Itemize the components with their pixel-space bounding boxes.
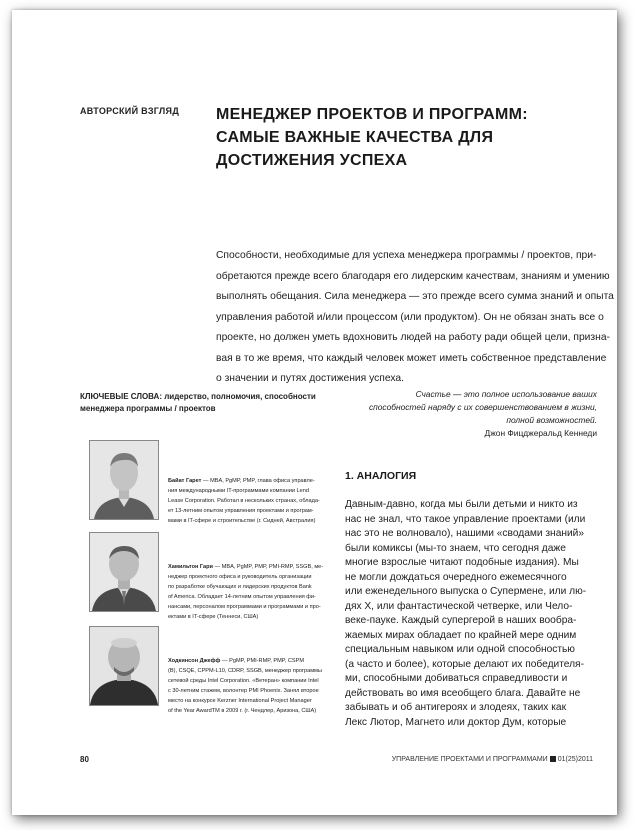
- body-line: ми, способными добиваться справедливости и: [345, 673, 568, 684]
- lead-line: вая в то же время, что каждый человек может иметь собственное представление: [216, 352, 607, 364]
- bio-text: — MBA, PgMP, PMP, PMI-RMP, SSGB, ме-: [213, 564, 324, 570]
- bio-text: — PgMP, PMI-RMP, PMP, CSPM: [220, 658, 305, 664]
- bio-text: — MBA, PgMP, PMP, глава офиса управле-: [201, 478, 315, 484]
- body-line: нас это не волновало), нашими «сводами знаний»: [345, 528, 585, 539]
- lead-line: о значении и путях достижения успеха.: [216, 373, 404, 384]
- bio-line: of the Year AwardTM в 2009 г. (г. Чендлер, Аризона, США): [168, 708, 317, 714]
- bio-line: ектами в IT-сфере (Теннеси, США): [168, 614, 259, 620]
- body-line: дях Х, или фантастической четверке, или Чело-: [345, 600, 573, 612]
- author-photo: [89, 440, 159, 520]
- bio-line: [168, 562, 338, 572]
- epigraph-line: способностей наряду с их совершенствованием в жизни,: [368, 402, 597, 412]
- title-line: МЕНЕДЖЕР ПРОЕКТОВ И ПРОГРАММ:: [216, 106, 528, 123]
- bio-line: [168, 656, 338, 666]
- body-line: не могли дождаться очередного ежемесячного: [345, 571, 567, 583]
- lead-line: выполнять обещания. Сила менеджера — это прежде всего сумма знаний и опыта: [216, 291, 614, 302]
- bio-line: (B), CSQE, CPPM-L10, CDRP, SSGB, менеджер программы: [168, 668, 322, 674]
- body-text: [345, 498, 603, 730]
- author-name: Хамильтон Гари: [168, 564, 213, 570]
- bio-line: ния международными IT-программами компании Lend: [168, 488, 309, 494]
- body-line: веке-пауке. Каждый супергерой в наших вообра-: [345, 615, 577, 626]
- title-line: ДОСТИЖЕНИЯ УСПЕХА: [216, 152, 408, 169]
- epigraph: [342, 388, 597, 440]
- bio-line: место на конкурсе Kerzner International Project Manager: [168, 698, 312, 704]
- body-line: или еженедельного выпуска о Супермене, или лю-: [345, 586, 587, 597]
- keywords: [80, 391, 330, 415]
- body-line: действовать во имя всеобщего блага. Давайте не: [345, 687, 581, 699]
- author-bio: [168, 562, 338, 622]
- article-title: [216, 103, 556, 172]
- author-photo: [89, 626, 159, 706]
- epigraph-author: Джон Фицджеральд Кеннеди: [484, 428, 597, 438]
- body-line: Лекс Лютор, Магнето или доктор Дум, которые: [345, 716, 567, 728]
- bio-line: с 30-летним стажем, волонтер PMI Phoenix. Занял второе: [168, 688, 319, 694]
- body-line: забывать и об антигероях и злодеях, таких как: [345, 702, 567, 713]
- issue-number: 01(25)2011: [557, 756, 593, 763]
- bio-line: сетевой среды Intel Corporation. «Ветеран» компании Intel: [168, 678, 319, 684]
- epigraph-line: полной возможностей.: [506, 415, 597, 425]
- body-line: были комиксы (мы-то знаем, что сегодня даже: [345, 542, 566, 554]
- square-icon: [550, 756, 556, 762]
- section-heading: 1. АНАЛОГИЯ: [345, 470, 417, 482]
- bio-line: по разработке обучающих и лидерских продуктов Bank: [168, 584, 312, 590]
- body-line: нас не знал, что такое управление проектами (или: [345, 513, 586, 525]
- keywords-line: КЛЮЧЕВЫЕ СЛОВА: лидерство, полномочия, способности: [80, 392, 316, 401]
- bio-line: Lease Corporation. Работал в нескольких странах, облада-: [168, 498, 320, 504]
- author-bio: [168, 476, 338, 526]
- body-line: жаемых мирах обладает по крайней мере одним: [345, 629, 577, 641]
- lead-paragraph: [216, 246, 614, 390]
- portrait-image: [90, 441, 158, 519]
- body-line: многие взрослые читают подобные издания). Мы: [345, 557, 579, 568]
- bio-line: нансами, персоналом программами и программами и про-: [168, 604, 321, 610]
- bio-line: of America. Обладает 14-летним опытом управления фи-: [168, 594, 316, 600]
- bio-line: мами в IT-сфере и строительстве (г. Сидней, Австралия): [168, 518, 316, 524]
- body-line: Давным-давно, когда мы были детьми и никто из: [345, 499, 578, 510]
- lead-line: Способности, необходимые для успеха менеджера программы / проектов, при-: [216, 250, 597, 261]
- bio-line: неджер проектного офиса и руководитель организации: [168, 574, 312, 580]
- epigraph-line: Счастье — это полное использование ваших: [415, 389, 597, 399]
- keywords-line: менеджера программы / проектов: [80, 404, 216, 413]
- section-label: АВТОРСКИЙ ВЗГЛЯД: [80, 106, 180, 116]
- lead-line: управления работой и/или процессом (или продуктом). Он не обязан знать все о: [216, 311, 604, 323]
- body-line: специальным навыком или одной способностью: [345, 644, 575, 655]
- journal-name: УПРАВЛЕНИЕ ПРОЕКТАМИ И ПРОГРАММАМИ: [391, 756, 548, 763]
- page-number: 80: [80, 755, 89, 764]
- lead-line: обретаются прежде всего благодаря его лидерским качествам, знаниям и умению: [216, 270, 610, 282]
- bio-line: ет 13-летним опытом управления проектами и програм-: [168, 508, 314, 514]
- portrait-image: [90, 627, 158, 705]
- running-footer: [392, 756, 593, 763]
- portrait-image: [90, 533, 158, 611]
- author-photo: [89, 532, 159, 612]
- author-name: Байат Гарет: [168, 478, 202, 484]
- magazine-page: [12, 10, 617, 815]
- body-line: (а часто и более), которые делают их победителя-: [345, 658, 584, 670]
- lead-line: проекте, но должен уметь вдохновить людей на работу ради общей цели, призна-: [216, 332, 610, 343]
- bio-line: [168, 476, 338, 486]
- title-line: САМЫЕ ВАЖНЫЕ КАЧЕСТВА ДЛЯ: [216, 129, 494, 146]
- author-name: Ходкинсон Джефф: [168, 658, 221, 664]
- author-bio: [168, 656, 338, 716]
